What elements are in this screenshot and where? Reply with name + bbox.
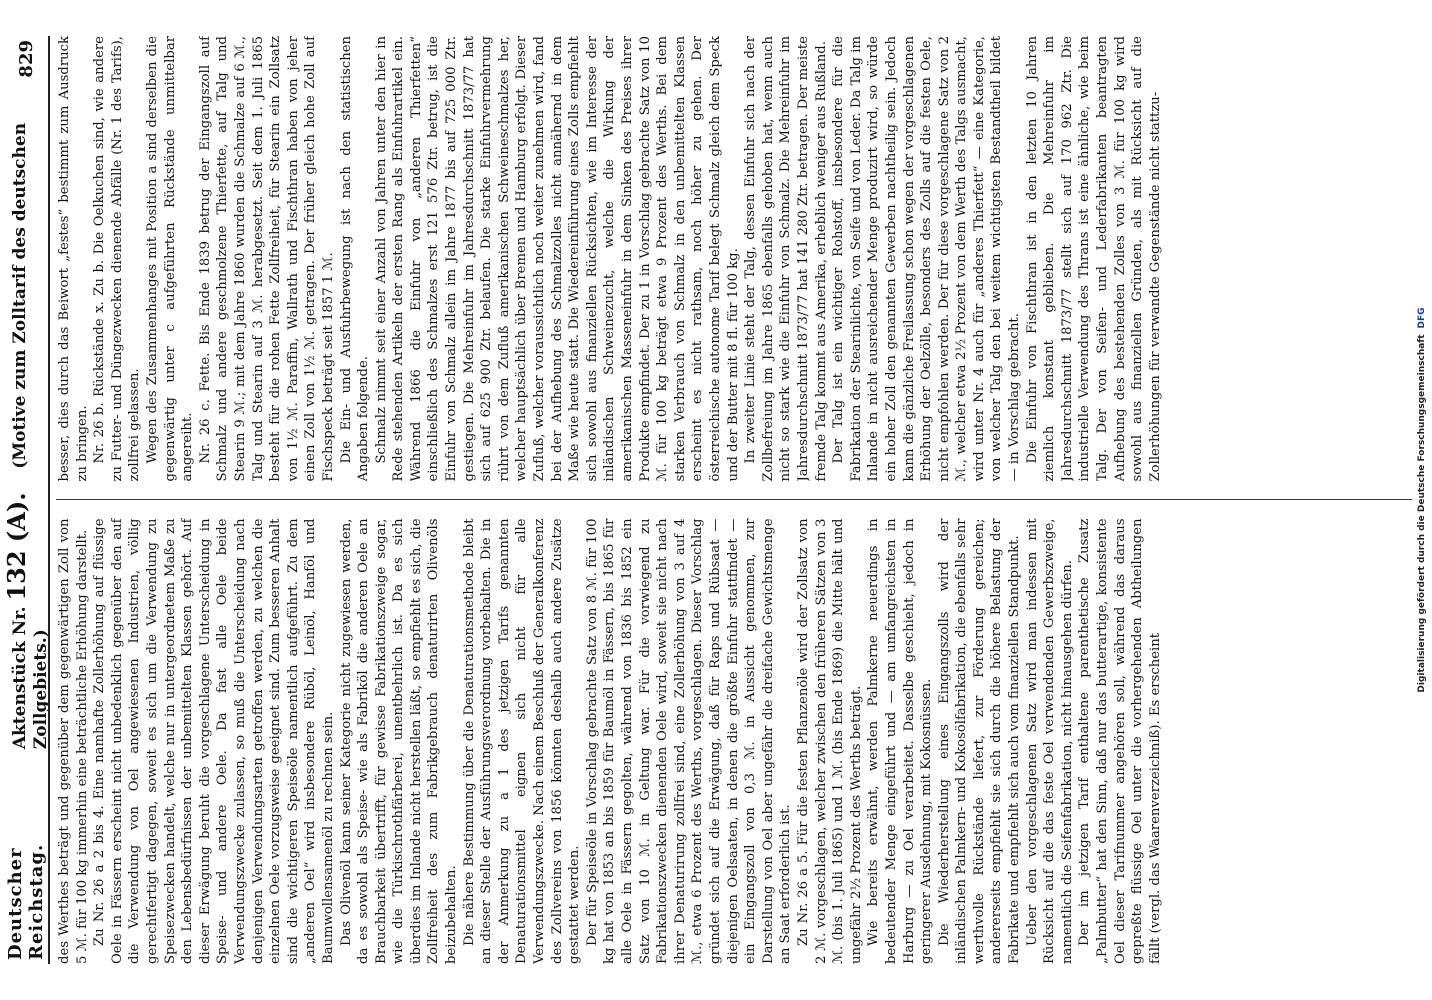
- text-columns: [56, 36, 1412, 964]
- header-center-title: (Motive zum Zolltarif des deutschen Zollgebiets.): [9, 122, 51, 750]
- header-center: [2, 78, 51, 750]
- paragraph: Die Ein- und Ausfuhrbewegung ist nach den statistischen Angaben folgende.: [338, 36, 372, 482]
- header-left: Deutscher Reichstag.: [5, 843, 47, 960]
- paragraph: Der für Speiseöle in Vorschlag gebrachte Satz von 8 ℳ. für 100 kg hat von 1853 an bis 1859 für Baumöl in Fässern, bis 1865 für alle Oele in Fässern gegolten, während von 1836 bis 1852 ein Satz von 10 ℳ. in Geltung war. Für die vorwiegend zu Fabrikationszwecken dienenden Oele wird, soweit sie nicht nach ihrer Denaturirung zollfrei sind, eine Zollerhöhung von 3 auf 4 ℳ., etwa 6 Prozent des Werths, vorgeschlagen. Dieser Vorschlag gründet sich auf die Erwägung, daß für Raps und Rübsaat — diejenigen Oelsaaten, in denen die größte Einfuhr stattfindet — ein Eingangszoll von 0,3 ℳ. in Aussicht genommen, zur Darstellung von Oel aber ungefähr die dreifache Gewichtsmenge an Saat erforderlich ist.: [584, 518, 794, 964]
- paragraph: Der im jetzigen Tarif enthaltene parenthetische Zusatz „Palmbutter“ hat den Sinn, daß nur das butterartige, konsistente Oel dieser Tarifnummer angehören soll, während das daraus gepreßte flüssige Oel unter die vorhergehenden Abtheilungen fällt (vergl. das Waarenverzeichniß). Es erscheint: [1077, 518, 1163, 964]
- paragraph: Wegen des Zusammenhanges mit Position a sind derselben die gegenwärtig unter c aufgeführten Rückstände unmittelbar angereiht.: [144, 36, 196, 482]
- paragraph: Schmalz nimmt seit einer Anzahl von Jahren unter den hier in Rede stehenden Artikeln der ersten Rang als Einfuhrartikel ein. Während 1866 die Einfuhr von „anderen Thierfetten“ einschließlich des Schmalzes erst 121 576 Ztr. betrug, ist die Einfuhr von Schmalz allein im Jahre 1877 bis auf 725 000 Ztr. gestiegen. Die Mehreinfuhr im Jahresdurchschnitt 1873/77 hat sich auf 625 900 Ztr. belaufen. Die starke Einfuhrvermehrung rührt von dem Zufluß amerikanischen Schweineschmalzes her, welcher hauptsächlich über Bremen und Hamburg erfolgt. Dieser Zufluß, welcher voraussichtlich noch weiter zunehmen wird, fand bei der Aufhebung des Schmalzzolles nicht annähernd in dem Maße wie heute statt. Die Wiedereinführung eines Zolls empfiehlt sich sowohl aus finanziellen Rücksichten, wie im Interesse der inländischen Schweinezucht, welche die Wirkung der amerikanischen Masseneinfuhr in dem Sinken des Preises ihrer Produkte empfindet. Der zu 1 in Vorschlag gebrachte Satz von 10 ℳ. für 100 kg beträgt etwa 9 Prozent des Werths. Bei dem starken Verbrauch von Schmalz in den unbemittelten Klassen erscheint es nicht rathsam, noch höher zu gehen. Der österreichische autonome Tarif belegt Schmalz gleich dem Speck und der Butter mit 8 fl. für 100 kg.: [373, 36, 741, 482]
- header-rule: [48, 36, 50, 964]
- paragraph: besser, dies durch das Beiwort „festes“ bestimmt zum Ausdruck zu bringen.: [57, 36, 90, 482]
- paragraph: Zu Nr. 26 a 2 bis 4. Eine namhafte Zollerhöhung auf flüssige Oele in Fässern erscheint nicht unbedenklich gegenüber den auf die Verwendung von Oel angewiesenen Industrien, völlig gerechtfertigt dagegen, soweit es sich um die Verwendung zu Speisezwecken handelt, welche nur in untergeordnetem Maße zu den Lebensbedürfnissen der unbemittelten Klassen gehört. Auf dieser Erwägung beruht die vorgeschlagene Unterscheidung in Speise- und andere Oele. Da fast alle Oele beide Verwendungszwecke zulassen, so muß die Unterscheidung nach denjenigen Verwendungsarten getroffen werden, zu welchen die einzelnen Oele vorzugsweise geeignet sind. Zum besseren Anhalt sind die wichtigeren Speiseöle namentlich aufgeführt. Zu dem „anderen Oel“ wird insbesondere Rüböl, Leinöl, Hanföl und Baumwollensamenöl zu rechnen sein.: [92, 518, 336, 964]
- paragraph: Die Wiederherstellung eines Eingangszolls wird der inländischen Palmkern- und Kokosölfabrikation, die ebenfalls sehr werthvolle Rückstände liefert, zur Förderung gereichen; andererseits empfiehlt sie sich durch die höhere Belastung der Fabrikate und empfiehlt sich auch vom finanziellen Standpunkt.: [936, 518, 1023, 964]
- paragraph: Nr. 26 b. Rückstände x. Zu b. Die Oelkuchen sind, wie andere zu Futter- und Düngezwecken dienende Abfälle (Nr. 1 des Tarifs), zollfrei gelassen.: [92, 36, 143, 482]
- digitization-footer: [1412, 0, 1432, 1000]
- paragraph: Die nähere Bestimmung über die Denaturationsmethode bleibt an dieser Stelle der Ausführungsverordnung vorbehalten. Die in der Anmerkung zu a 1 des jetzigen Tarifs genannten Denaturationsmittel eignen sich nicht für alle Verwendungszwecke. Nach einem Beschluß der Generalkonferenz des Zollvereins von 1856 könnten deshalb auch andere Zusätze gestattet werden.: [461, 518, 583, 964]
- page-number: 829: [15, 40, 37, 78]
- digitization-note: Digitalisierung gefördert durch die Deutsche Forschungsgemeinschaft: [1417, 334, 1427, 693]
- header-center-prefix: Aktenstück Nr.: [9, 606, 30, 750]
- paragraph: Das Olivenöl kann seiner Kategorie nicht zugewiesen werden, da es sowohl als Speise- wie als Fabriköl die anderen Oele an Brauchbarkeit übertrifft, für gewisse Fabrikationszweige sogar, wie die Türkischrothfärberei, unentbehrlich ist. Da es sich überdies im Inlande nicht herstellen läßt, so empfiehlt es sich, die Zollfreiheit des zum Fabrikgebrauch denaturirten Olivenöls beizubehalten.: [338, 518, 460, 964]
- paragraph: Der Talg ist ein wichtiger Rohstoff, insbesondere für die Fabrikation der Stearinlichte, von Seife und von Leder. Da Talg im Inlande in nicht ausreichender Menge produzirt wird, so würde ein hoher Zoll den genannten Gewerben nachtheilig sein. Jedoch kann die gänzliche Freilassung schon wegen der vorgeschlagenen Erhöhung der Oelzölle, besonders des Zolls auf die festen Oele, nicht empfohlen werden. Der für diese vorgeschlagene Satz von 2 ℳ., welcher etwa 2½ Prozent von dem Werth des Talgs ausmacht, wird unter Nr. 4 auch für „anderes Thierfett“ — eine Kategorie, von welcher Talg den bei weitem wichtigsten Bestandtheil bildet — in Vorschlag gebracht.: [831, 36, 1023, 482]
- paragraph: Wie bereits erwähnt, werden Palmkerne neuerdings in bedeutender Menge eingeführt und — am umfangreichsten in Harburg — zu Oel verarbeitet. Dasselbe geschieht, jedoch in geringerer Ausdehnung, mit Kokosnüssen.: [866, 518, 935, 964]
- paragraph: In zweiter Linie steht der Talg, dessen Einfuhr sich nach der Zollbefreiung im Jahre 1865 ebenfalls gehoben hat, wenn auch nicht so stark wie die Einfuhr von Schmalz. Die Mehreinfuhr im Jahresdurchschnitt 1873/77 hat 141 280 Ztr. betragen. Der meiste fremde Talg kommt aus Amerika, erheblich weniger aus Rußland.: [743, 36, 829, 482]
- running-head: [1, 40, 51, 960]
- paragraph: Nr. 26 c. Fette. Bis Ende 1839 betrug der Eingangszoll auf Schmalz und andere geschmolzene Thierfette, auf Talg und Stearin 9 ℳ.; mit dem Jahre 1860 wurden die Schmalze auf 6 ℳ., Talg und Stearin auf 3 ℳ. herabgesetzt. Seit dem 1. Juli 1865 besteht für die rohen Fette Zollfreiheit, für Stearin ein Zollsatz von 1½ ℳ. Paraffin, Wallrath und Fischthran haben von jeher einen Zoll von 1½ ℳ. getragen. Der früher gleich hohe Zoll auf Fischspeck beträgt seit 1857 1 ℳ.: [197, 36, 336, 482]
- text-column-right: [56, 36, 1412, 482]
- column-separator: [56, 500, 1412, 501]
- header-center-number: 132 (A).: [1, 492, 31, 601]
- dfg-logo: DFG: [1417, 307, 1427, 329]
- paragraph: Ueber den vorgeschlagenen Satz wird man indessen mit Rücksicht auf die das feste Oel verwendenden Gewerbszweige, namentlich die Seifenfabrikation, nicht hinausgehen dürfen.: [1024, 518, 1075, 964]
- paragraph: des Werthes beträgt und gegenüber dem gegenwärtigen Zoll von 5 ℳ. für 100 kg immerhin eine beträchtliche Erhöhung darstellt.: [57, 518, 90, 964]
- text-column-left: [56, 519, 1412, 965]
- paragraph: Zu Nr. 26 a 5. Für die festen Pflanzenöle wird der Zollsatz von 2 ℳ. vorgeschlagen, welcher zwischen den früheren Sätzen von 3 ℳ. (bis 1. Juli 1865) und 1 ℳ. (bis Ende 1869) die Mitte hält und ungefähr 2½ Prozent des Werths beträgt.: [795, 518, 864, 964]
- paragraph: Die Einfuhr von Fischthran ist in den letzten 10 Jahren ziemlich konstant geblieben. Die Mehreinfuhr im Jahresdurchschnitt 1873/77 stellt sich auf 170 962 Ztr. Die industrielle Verwendung des Thrans ist eine ähnliche, wie beim Talg. Der von Seifen- und Lederfabrikanten beantragten Aufhebung des bestehenden Zolles von 3 ℳ. für 100 kg wird sowohl aus finanziellen Gründen, als mit Rücksicht auf die Zollerhöhungen für verwandte Gegenstände nicht stattzu-: [1024, 36, 1163, 482]
